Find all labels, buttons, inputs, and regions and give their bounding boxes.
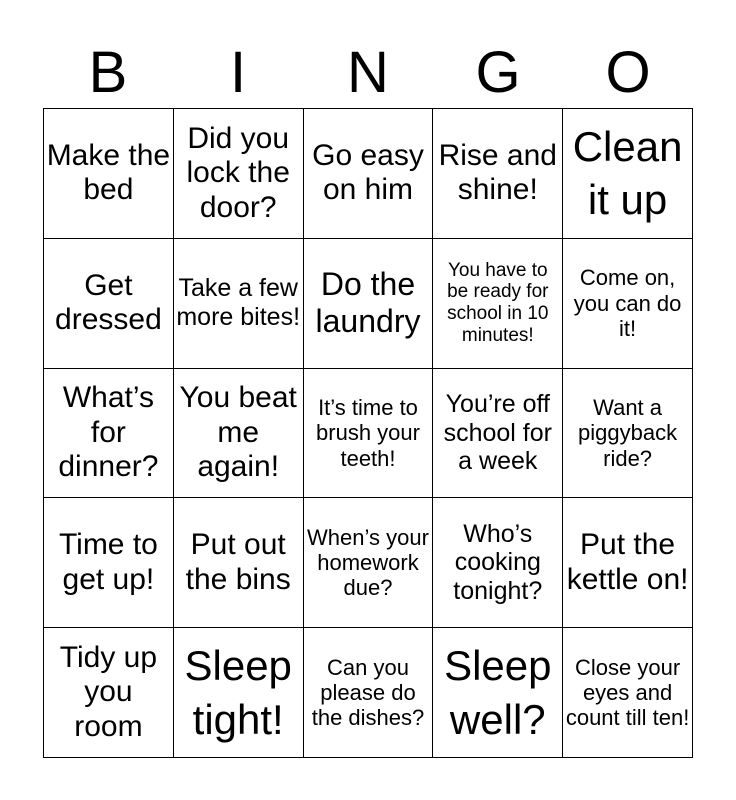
cell-text: Want a piggyback ride? bbox=[578, 395, 678, 471]
bingo-cell[interactable] bbox=[304, 239, 434, 369]
cell-text: Who’s cooking tonight? bbox=[453, 519, 543, 606]
header-letter-i: I bbox=[229, 40, 247, 105]
cell-text: Can you please do the dishes? bbox=[311, 654, 425, 731]
cell-text: When’s your homework due? bbox=[307, 524, 429, 601]
bingo-cell[interactable] bbox=[433, 498, 563, 628]
bingo-cell[interactable] bbox=[44, 369, 174, 499]
cell-text: Put out the bins bbox=[185, 528, 291, 596]
cell-text: Sleep well? bbox=[444, 641, 552, 743]
cell-text: You have to be ready for school in 10 minutes! bbox=[447, 259, 549, 347]
bingo-cell[interactable] bbox=[433, 109, 563, 239]
header-letter-n: N bbox=[347, 40, 389, 105]
cell-text: Take a few more bites! bbox=[176, 274, 301, 332]
bingo-cell[interactable] bbox=[433, 628, 563, 758]
cell-text: You’re off school for a week bbox=[443, 389, 552, 476]
bingo-cell[interactable] bbox=[304, 628, 434, 758]
bingo-card bbox=[43, 108, 693, 758]
cell-text: Put the kettle on! bbox=[566, 528, 689, 596]
cell-text: Make the bed bbox=[46, 138, 171, 207]
cell-text: Did you lock the door? bbox=[186, 121, 290, 224]
cell-text: Time to get up! bbox=[58, 528, 158, 596]
bingo-cell[interactable] bbox=[174, 239, 304, 369]
bingo-cell[interactable] bbox=[563, 628, 693, 758]
header-letter-g: G bbox=[475, 40, 521, 105]
bingo-cell[interactable] bbox=[563, 369, 693, 499]
bingo-cell[interactable] bbox=[44, 628, 174, 758]
cell-text: Sleep tight! bbox=[184, 641, 292, 743]
cell-text: It’s time to brush your teeth! bbox=[316, 395, 420, 471]
bingo-cell[interactable] bbox=[563, 498, 693, 628]
bingo-cell[interactable] bbox=[433, 239, 563, 369]
bingo-cell[interactable] bbox=[174, 109, 304, 239]
cell-text: Tidy up you room bbox=[59, 640, 158, 743]
bingo-cell[interactable] bbox=[174, 369, 304, 499]
bingo-cell[interactable] bbox=[44, 109, 174, 239]
bingo-cell[interactable] bbox=[304, 109, 434, 239]
bingo-cell[interactable] bbox=[44, 498, 174, 628]
cell-text: Rise and shine! bbox=[438, 138, 557, 207]
bingo-header bbox=[43, 38, 693, 108]
cell-text: Come on, you can do it! bbox=[573, 265, 682, 341]
bingo-cell[interactable] bbox=[304, 498, 434, 628]
header-letter-b: B bbox=[88, 40, 128, 105]
bingo-cell[interactable] bbox=[433, 369, 563, 499]
cell-text: Do the laundry bbox=[315, 266, 421, 340]
bingo-cell[interactable] bbox=[44, 239, 174, 369]
bingo-cell[interactable] bbox=[563, 109, 693, 239]
header-letter-o: O bbox=[605, 40, 651, 105]
bingo-cell[interactable] bbox=[174, 498, 304, 628]
bingo-cell[interactable] bbox=[563, 239, 693, 369]
cell-text: Get dressed bbox=[55, 268, 162, 337]
cell-text: Go easy on him bbox=[312, 138, 424, 207]
cell-text: Clean it up bbox=[572, 122, 683, 224]
cell-text: You beat me again! bbox=[179, 381, 297, 484]
cell-text: What’s for dinner? bbox=[58, 381, 159, 484]
bingo-cell[interactable] bbox=[174, 628, 304, 758]
cell-text: Close your eyes and count till ten! bbox=[565, 654, 690, 731]
bingo-cell[interactable] bbox=[304, 369, 434, 499]
